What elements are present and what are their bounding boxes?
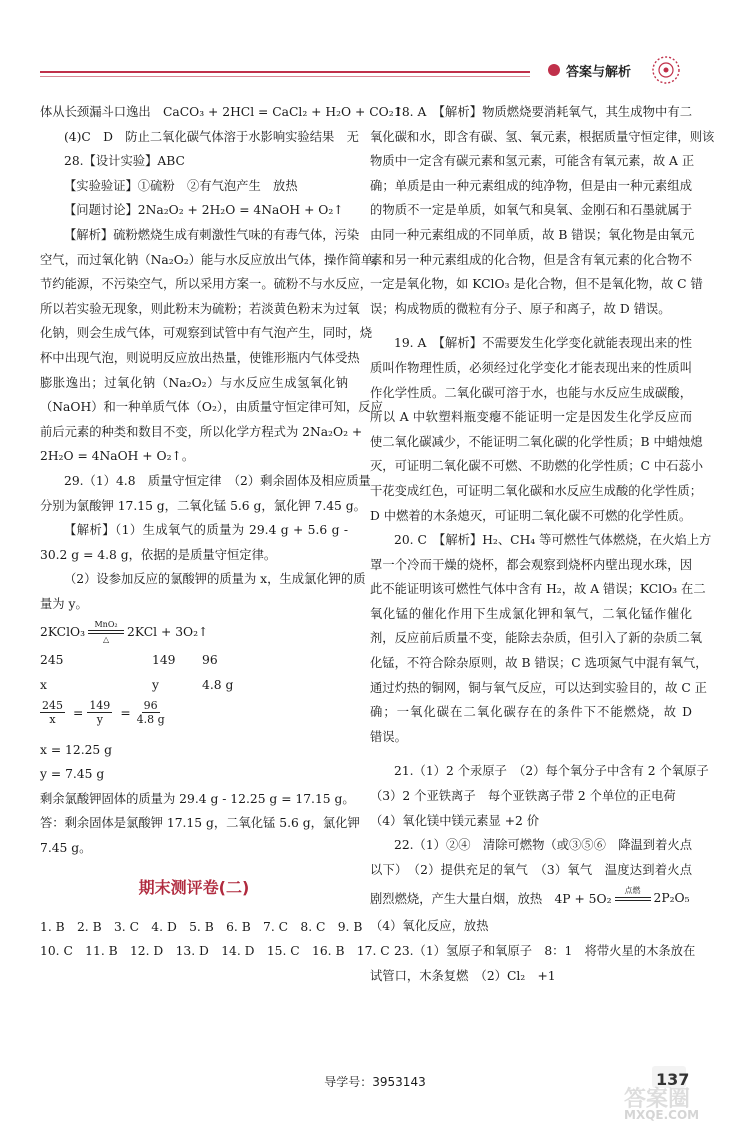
text-line: (4)C D 防止二氧化碳气体溶于水影响实验结果 无 [64,129,359,144]
header-bullet-icon [548,64,560,76]
reactant: 2KClO₃ [40,625,86,640]
text-line: 的物质不一定是单质，如氧气和臭氧、金刚石和石墨就属于 [370,203,692,218]
text-line: 通过灼热的铜网，铜与氧气反应，可以达到实验目的，故 C 正 [370,680,707,695]
text-line: 量为 y。 [40,596,88,611]
text-line: 干花变成红色，可证明二氧化碳和水反应生成酸的化学性质； [370,483,703,498]
section-title: 期末测评卷(二) [138,877,250,897]
equation-left: 剧烈燃烧，产生大量白烟，放热 4P + 5O₂ [370,892,612,907]
numerator: 96 [143,699,158,713]
numerator: 149 [89,699,111,713]
text-line: 30.2 g = 4.8 g，依据的是质量守恒定律。 [40,547,277,562]
text-line: 18. A 【解析】物质燃烧要消耗氧气，其生成物中有二 [394,105,692,119]
text-line: 一定是氧化物，如 KClO₃ 是化合物，但不是氧化物，故 C 错 [370,277,703,292]
text-line: 物质中一定含有碳元素和氢元素，可能含有氧元素，故 A 正 [370,154,695,169]
denominator: x [49,713,56,727]
text-line: 确；一氧化碳在二氧化碳存在的条件下不能燃烧，故 D [370,705,692,720]
text-line: 化锰，不符合除杂原则，故 B 错误；C 选项氮气中混有氧气， [370,656,708,671]
text-line: （4）氧化镁中镁元素显 +2 价 [370,813,540,828]
text-line: 由同一种元素组成的不同单质，故 B 错误；氧化物是由氧元 [370,227,695,242]
text-line: （NaOH）和一种单质气体（O₂），由质量守恒定律可知，反应 [40,400,383,415]
product: 2KCl + 3O₂↑ [127,625,209,640]
text-line: 空气，而过氧化钠（Na₂O₂）能与水反应放出气体，操作简单， [40,252,386,267]
text-line: 7.45 g。 [40,841,92,856]
text-line: 19. A 【解析】不需要发生化学变化就能表现出来的性 [394,336,692,351]
text-line: 错误。 [370,729,407,744]
denominator: y [96,713,103,727]
text-line: 21.（1）2 个汞原子 （2）每个氧分子中含有 2 个氧原子 [394,764,709,779]
text-line: 【解析】硫粉燃烧生成有刺激性气味的有毒气体，污染 [64,227,360,242]
text-line: 剂，反应前后质量不变，能除去杂质，但引入了新的杂质二氧 [370,631,703,646]
text-line: D 中燃着的木条熄灭，可证明二氧化碳不可燃的化学性质。 [370,508,692,523]
text-line: 29.（1）4.8 质量守恒定律 （2）剩余固体及相应质量 [64,473,371,488]
text-line: （4）氧化反应，放热 [370,919,489,934]
answer-row: 1. B 2. B 3. C 4. D 5. B 6. B 7. C 8. C 9. B [40,919,363,934]
text-line: 试管口，木条复燃 （2）Cl₂ +1 [370,968,556,983]
condition: △ [102,635,110,645]
watermark: 答案圈 [624,1087,691,1112]
table-cell: 4.8 g [202,678,234,693]
text-line: 氧化碳和水，即含有碳、氢、氧元素，根据质量守恒定律，则该 [370,129,715,144]
text-line: 剩余氯酸钾固体的质量为 29.4 g - 12.25 g = 17.15 g。 [40,791,355,806]
text-line: 以下） （2）提供充足的氧气 （3）氧气 温度达到着火点 [370,862,692,877]
text-line: 体从长颈漏斗口逸出 CaCO₃ + 2HCl = CaCl₂ + H₂O + CO₂↑ [40,105,404,119]
condition: 点燃 [624,886,641,896]
ornament-logo-icon [646,52,686,88]
table-cell: x [40,678,47,693]
text-line: 质叫作物理性质，必须经过化学变化才能表现出来的性质叫 [370,360,692,375]
text-line: 前后元素的种类和数目不变，所以化学方程式为 2Na₂O₂ + [40,424,363,439]
text-line: 28.【设计实验】ABC [64,154,185,169]
text-line: 【实验验证】①硫粉 ②有气泡产生 放热 [64,178,298,193]
text-line: 误；构成物质的微粒有分子、原子和离子，故 D 错误。 [370,301,671,316]
text-line: （2）设参加反应的氯酸钾的质量为 x，生成氯化钾的质 [64,572,366,587]
text-line: x = 12.25 g [40,742,113,757]
text-line: 2H₂O = 4NaOH + O₂↑。 [40,449,195,464]
ratio-table [40,648,348,697]
text-line: 氧化锰的催化作用下生成氯化钾和氧气，二氧化锰作催化 [370,606,692,621]
text-line: 23.（1）氢原子和氧原子 8：1 将带火星的木条放在 [394,944,696,958]
text-line: 素和另一种元素组成的化合物，但是含有氧元素的化合物不 [370,252,692,267]
table-cell: y [152,678,159,693]
equals-sign: = [120,705,131,720]
text-line: 22.（1）②④ 清除可燃物（或③⑤⑥ 降温到着火点 [394,838,692,853]
reaction-arrow [88,620,124,644]
page-number: 137 [656,1070,690,1089]
text-line: （3）2 个亚铁离子 每个亚铁离子带 2 个单位的正电荷 [370,789,676,804]
text-line: 膨胀逸出；过氧化钠（Na₂O₂）与水反应生成氢氧化钠 [40,375,348,390]
equals-sign: = [73,705,84,720]
reaction-equation [40,616,348,648]
denominator: 4.8 g [136,713,165,727]
text-line: 化钠，则会生成气体，可观察到试管中有气泡产生，同时，烧 [40,326,373,341]
text-line: 20. C 【解析】H₂、CH₄ 等可燃性气体燃烧，在火焰上方 [394,533,712,548]
text-line: 杯中出现气泡，则说明反应放出热量，使锥形瓶内气体受热 [40,350,360,365]
text-line: 此不能证明该可燃性气体中含有 H₂，故 A 错误；KClO₃ 在二 [370,582,706,597]
equation-right: 2P₂O₅ [653,891,690,906]
header-rule [40,71,530,73]
text-line: 所以若实验无现象，则此粉末为硫粉；若淡黄色粉末为过氧 [40,301,360,316]
text-line: 答：剩余固体是氯酸钾 17.15 g，二氧化锰 5.6 g，氯化钾 [40,816,360,831]
header-title: 答案与解析 [566,65,632,80]
table-cell: 149 [152,653,176,668]
text-line: 确；单质是由一种元素组成的纯净物，但是由一种元素组成 [370,178,692,193]
text-line: 【问题讨论】2Na₂O₂ + 2H₂O = 4NaOH + O₂↑ [64,203,344,218]
table-cell: 245 [40,653,64,668]
catalyst: MnO₂ [94,620,118,630]
watermark-url: MXQE.COM [624,1108,700,1122]
right-column [370,100,715,988]
reaction-arrow [615,885,651,911]
proportion-equation [40,698,348,728]
guide-code: 导学号：3953143 [324,1075,426,1089]
text-line: 节约能源，不污染空气，所以采用方案一。硫粉不与水反应， [40,277,373,292]
text-line: 使二氧化碳减少，不能证明二氧化碳的化学性质；B 中蜡烛熄 [370,434,703,449]
text-line: 作化学性质。二氧化碳可溶于水，也能与水反应生成碳酸， [370,385,692,400]
text-line: 罩一个冷而干燥的烧杯，都会观察到烧杯内壁出现水珠，因 [370,557,692,572]
text-line: 所以 A 中软塑料瓶变瘪不能证明一定是因发生化学反应而 [370,410,692,425]
text-line: 灭，可证明二氧化碳不可燃、不助燃的化学性质；C 中石蕊小 [370,459,704,474]
text-line: y = 7.45 g [40,767,105,782]
numerator: 245 [42,699,63,713]
text-line: 分别为氯酸钾 17.15 g，二氧化锰 5.6 g，氯化钾 7.45 g。 [40,498,366,513]
combustion-equation-line [370,882,692,914]
table-cell: 96 [202,653,218,668]
answer-row: 10. C 11. B 12. D 13. D 14. D 15. C 16. B 17. C [40,944,390,959]
text-line: 【解析】（1）生成氧气的质量为 29.4 g + 5.6 g - [64,523,348,538]
header-rule-thin [40,76,530,77]
